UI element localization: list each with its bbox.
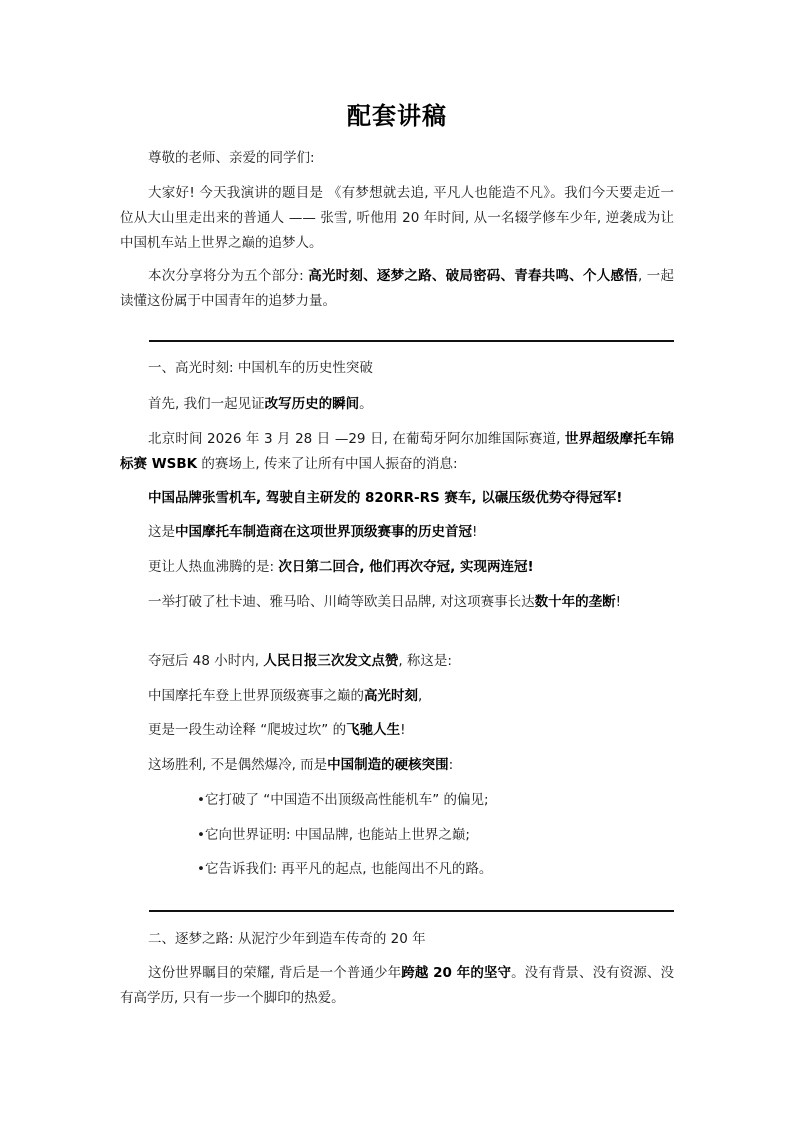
section-divider bbox=[149, 340, 674, 342]
intro-paragraph: 大家好! 今天我演讲的题目是 《有梦想就去追, 平凡人也能造不凡》。我们今天要走近一位从大山里走出来的普通人 —— 张雪, 听他用 20 年时间, 从一名辍学修车少年, 逆袭成为让中国机车站上世界之巅的追梦人。 bbox=[120, 185, 674, 251]
section-divider bbox=[149, 910, 674, 912]
section1-line: 中国摩托车登上世界顶级赛事之巅的高光时刻, bbox=[148, 688, 423, 704]
outline-parts: 高光时刻、逐梦之路、破局密码、青春共鸣、个人感悟 bbox=[308, 268, 638, 284]
page-title: 配套讲稿 bbox=[347, 102, 447, 130]
section1-line: 这是中国摩托车制造商在这项世界顶级赛事的历史首冠! bbox=[148, 524, 478, 540]
section1-line: 夺冠后 48 小时内, 人民日报三次发文点赞, 称这是: bbox=[148, 653, 452, 669]
section1-heading: 一、高光时刻: 中国机车的历史性突破 bbox=[148, 360, 373, 376]
list-item: •它向世界证明: 中国品牌, 也能站上世界之巅; bbox=[197, 827, 470, 843]
section1-line: 这场胜利, 不是偶然爆冷, 而是中国制造的硬核突围: bbox=[148, 757, 454, 773]
list-item: •它告诉我们: 再平凡的起点, 也能闯出不凡的路。 bbox=[197, 861, 493, 877]
section1-line: 首先, 我们一起见证改写历史的瞬间。 bbox=[148, 396, 373, 412]
greeting: 尊敬的老师、亲爱的同学们: bbox=[148, 150, 315, 166]
section2-paragraph: 这份世界瞩目的荣耀, 背后是一个普通少年跨越 20 年的坚守。没有背景、没有资源、没有高学历, 只有一步一个脚印的热爱。 bbox=[120, 965, 675, 1006]
section1-line: 一举打破了杜卡迪、雅马哈、川崎等欧美日品牌, 对这项赛事长达数十年的垄断! bbox=[148, 594, 622, 610]
list-item: •它打破了 “中国造不出顶级高性能机车” 的偏见; bbox=[197, 792, 489, 808]
section2-heading: 二、逐梦之路: 从泥泞少年到造车传奇的 20 年 bbox=[148, 931, 426, 947]
section1-line: 更是一段生动诠释 “爬坡过坎” 的飞驰人生! bbox=[148, 722, 406, 738]
section1-line: 北京时间 2026 年 3 月 28 日 —29 日, 在葡萄牙阿尔加维国际赛道, 世界超级摩托车锦标赛 WSBK 的赛场上, 传来了让所有中国人振奋的消息: bbox=[120, 431, 675, 472]
section1-line: 中国品牌张雪机车, 驾驶自主研发的 820RR-RS 赛车, 以碾压级优势夺得冠军! bbox=[148, 490, 623, 506]
section1-line: 更让人热血沸腾的是: 次日第二回合, 他们再次夺冠, 实现两连冠! bbox=[148, 559, 534, 575]
intro-outline-paragraph: 本次分享将分为五个部分: 高光时刻、逐梦之路、破局密码、青春共鸣、个人感悟, 一起读懂这份属于中国青年的追梦力量。 bbox=[120, 268, 674, 309]
